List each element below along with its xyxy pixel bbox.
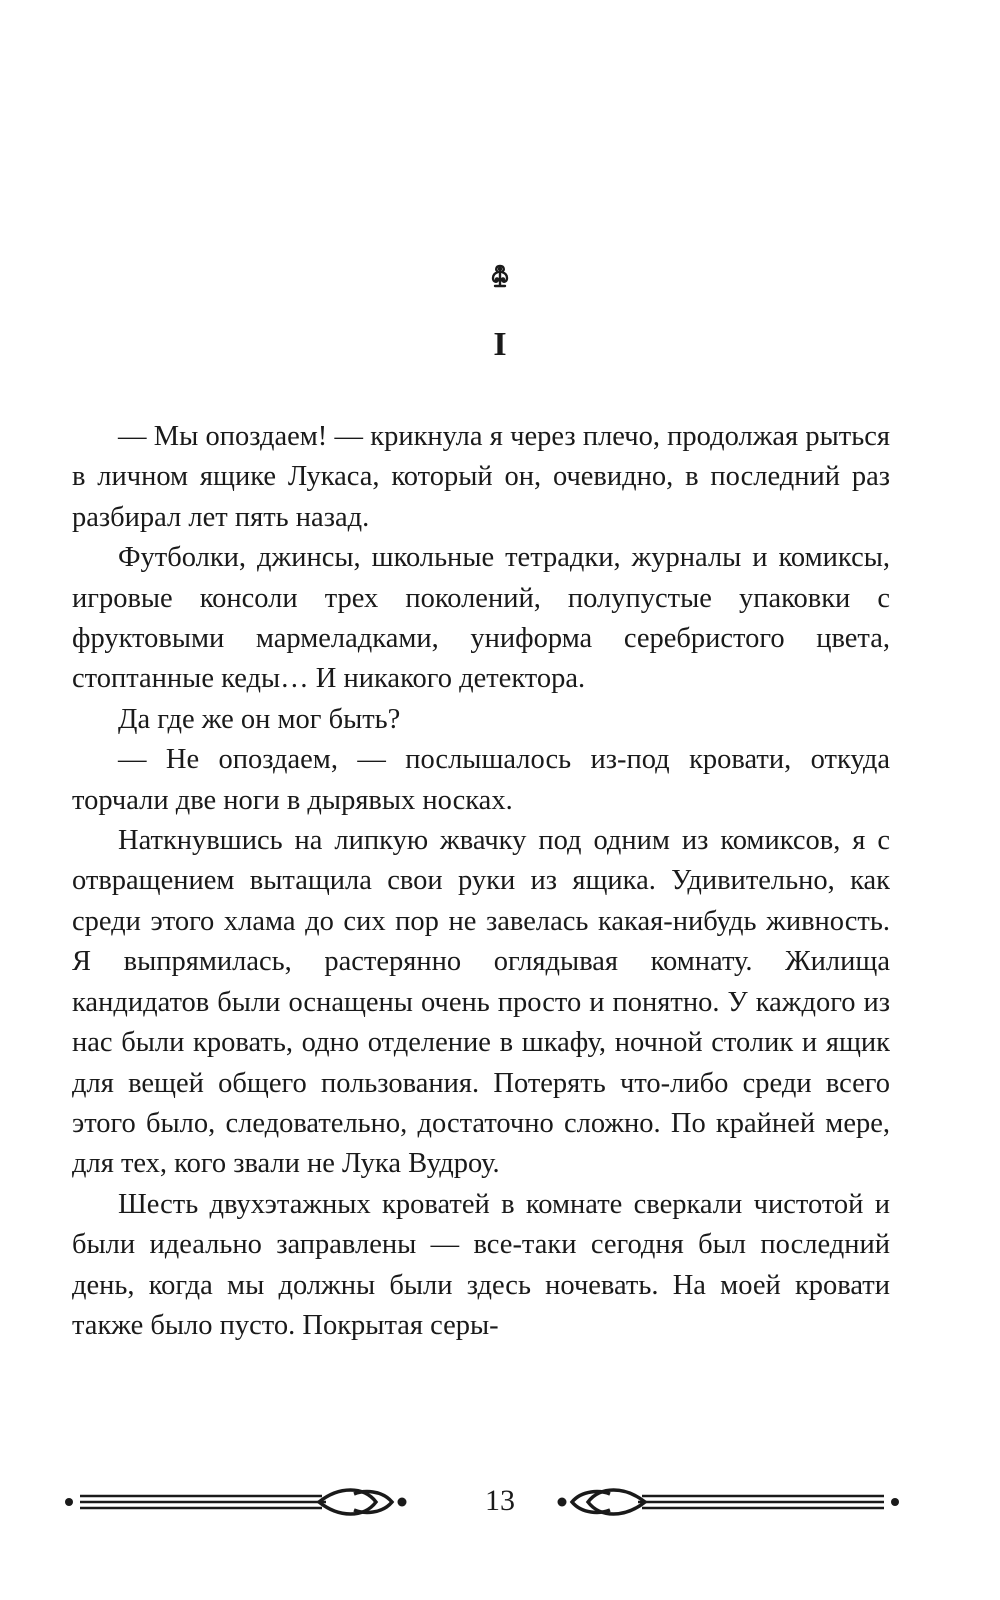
paragraph: — Не опоздаем, — послышалось из-под кровати, откуда торчали две ноги в дырявых носках. [72,744,890,816]
page-number: 13 [485,1484,515,1517]
paragraph: Футболки, джинсы, школьные тетрадки, журналы и комиксы, игровые консоли трех поколений, полупустые упаковки с фруктовыми мармеладками, униформа серебристого цвета, стоптанные кеды… И никакого детектора. [72,542,890,695]
chapter-ornament-icon [0,262,1000,298]
paragraph: Да где же он мог быть? [118,703,401,735]
paragraph: Шесть двухэтажных кроватей в комнате сверкали чистотой и были идеально заправлены — все-таки сегодня был последний день, когда мы должны были здесь ночевать. На моей кровати также было пусто. Покрытая серы- [72,1188,890,1341]
chapter-body [72,417,890,1346]
fleuron-icon [485,262,515,292]
paragraph: — Мы опоздаем! — крикнула я через плечо, продолжая рыться в личном ящике Лукаса, который он, очевидно, в последний раз разбирал лет пять назад. [72,421,890,533]
paragraph: Наткнувшись на липкую жвачку под одним из комиксов, я с отвращением вытащила свои руки из ящика. Удивительно, как среди этого хлама до сих пор не завелась какая-нибудь живность. Я выпрямилась, растерянно оглядывая комнату. Жилища кандидатов были оснащены очень просто и понятно. У каждого из нас были кровать, одно отделение в шкафу, ночной столик и ящик для вещей общего пользования. Потерять что-либо среди всего этого было, следовательно, достаточно сложно. По крайней мере, для тех, кого звали не Лука Вудроу. [72,825,890,1180]
chapter-number: I [493,326,507,363]
